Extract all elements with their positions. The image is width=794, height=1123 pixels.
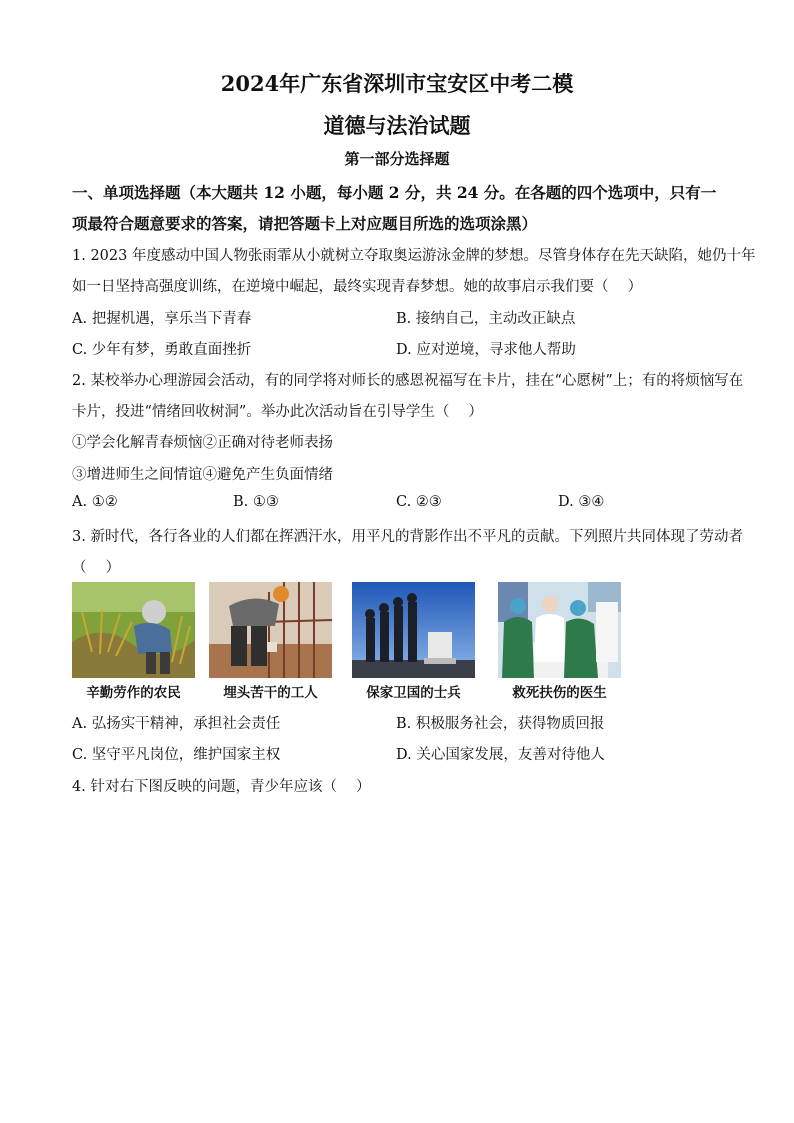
- q2-statements-line1: ①学会化解青春烦恼②正确对待老师表扬: [72, 435, 333, 451]
- q1-option-c: C. 少年有梦，勇敢直面挫折: [72, 342, 252, 358]
- q2-option-b: B. ①③: [233, 494, 279, 510]
- q1-option-b: B. 接纳自己，主动改正缺点: [396, 311, 576, 327]
- q3-option-a: A. 弘扬实干精神，承担社会责任: [72, 716, 281, 732]
- q3-option-b: B. 积极服务社会，获得物质回报: [396, 716, 605, 732]
- doctors-caption: 救死扶伤的医生: [512, 685, 607, 701]
- q2-option-a: A. ①②: [72, 494, 118, 510]
- q1-stem-line1: 1. 2023 年度感动中国人物张雨霏从小就树立夺取奥运游泳金牌的梦想。尽管身体存在先天缺陷，她仍十年: [72, 248, 756, 264]
- q2-stem-line1: 2. 某校举办心理游园会活动，有的同学将对师长的感恩祝福写在卡片，挂在“心愿树”上；有的将烦恼写在: [72, 373, 744, 389]
- q2-option-c: C. ②③: [396, 494, 442, 510]
- q2-statements-line2: ③增进师生之间情谊④避免产生负面情绪: [72, 467, 333, 483]
- worker-photo: [209, 582, 332, 678]
- part-title: 第一部分选择题: [344, 150, 450, 168]
- q2-option-d: D. ③④: [558, 494, 605, 510]
- exam-title: 2024年广东省深圳市宝安区中考二模: [220, 71, 574, 96]
- q2-stem-line2: 卡片，投进“情绪回收树洞”。举办此次活动旨在引导学生（ ）: [72, 404, 483, 420]
- farmer-caption: 辛勤劳作的农民: [86, 685, 181, 701]
- q4-stem-line1: 4. 针对右下图反映的问题，青少年应该（ ）: [72, 779, 371, 795]
- q3-stem-line1: 3. 新时代，各行各业的人们都在挥洒汗水，用平凡的背影作出不平凡的贡献。下列照片共同体现了劳动者: [72, 529, 743, 545]
- q3-option-d: D. 关心国家发展，友善对待他人: [396, 747, 605, 763]
- worker-caption: 埋头苦干的工人: [223, 685, 318, 701]
- soldiers-caption: 保家卫国的士兵: [366, 685, 461, 701]
- section-instruction-line2: 项最符合题意要求的答案，请把答题卡上对应题目所选的选项涂黑）: [72, 214, 538, 233]
- farmer-photo: [72, 582, 195, 678]
- q1-option-d: D. 应对逆境，寻求他人帮助: [396, 342, 576, 358]
- section-instruction-line1: 一、单项选择题（本大题共 12 小题，每小题 2 分，共 24 分。在各题的四个选项中，只有一: [72, 183, 717, 202]
- q1-stem-line2: 如一日坚持高强度训练，在逆境中崛起，最终实现青春梦想。她的故事启示我们要（ ）: [72, 279, 643, 295]
- q3-option-c: C. 坚守平凡岗位，维护国家主权: [72, 747, 281, 763]
- q1-option-a: A. 把握机遇，享乐当下青春: [72, 311, 252, 327]
- doctors-photo: [498, 582, 621, 678]
- soldiers-photo: [352, 582, 475, 678]
- subject-title: 道德与法治试题: [323, 113, 471, 138]
- q3-stem-line2: （ ）: [72, 560, 121, 576]
